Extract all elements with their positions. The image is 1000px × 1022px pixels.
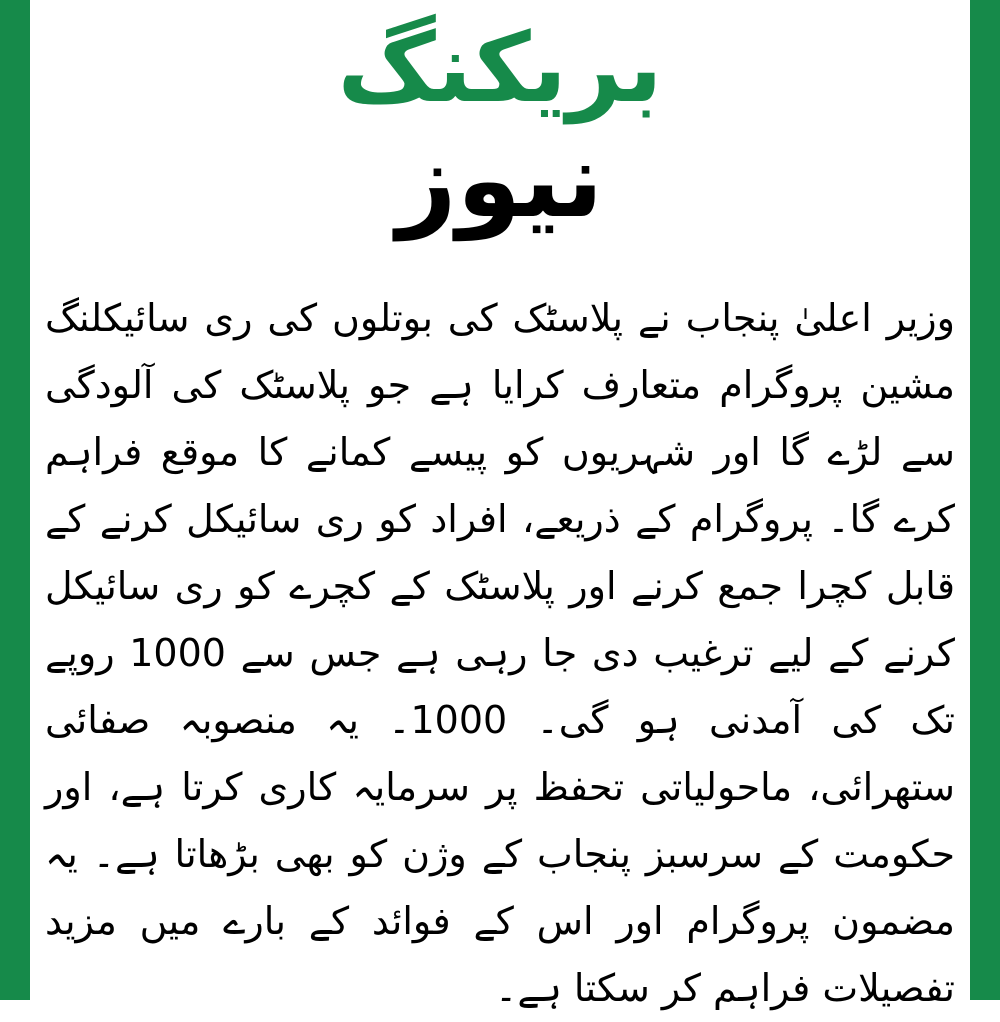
left-green-border (0, 0, 30, 1000)
headline-news: نیوز (396, 119, 604, 241)
right-green-border (970, 0, 1000, 1000)
article-body: وزیر اعلیٰ پنجاب نے پلاسٹک کی بوتلوں کی ری سائیکلنگ مشین پروگرام متعارف کرایا ہے جو پلاسٹک کی آلودگی سے لڑے گا اور شہریوں کو پیسے کمانے کا موقع فراہم کرے گا۔ پروگرام کے ذریعے، افراد کو ری سائیکل کرنے کے قابل کچرا جمع کرنے اور پلاسٹک کے کچرے کو ری سائیکل کرنے کے لیے ترغیب دی جا رہی ہے جس سے 1000 روپے تک کی آمدنی ہو گی۔ 1000۔ یہ منصوبہ صفائی ستھرائی، ماحولیاتی تحفظ پر سرمایہ کاری کرتا ہے، اور حکومت کے سرسبز پنجاب کے وژن کو بھی بڑھاتا ہے۔ یہ مضمون پروگرام اور اس کے فوائد کے بارے میں مزید تفصیلات فراہم کر سکتا ہے۔ (45, 296, 955, 1010)
headline-breaking: بریکنگ (337, 12, 663, 124)
